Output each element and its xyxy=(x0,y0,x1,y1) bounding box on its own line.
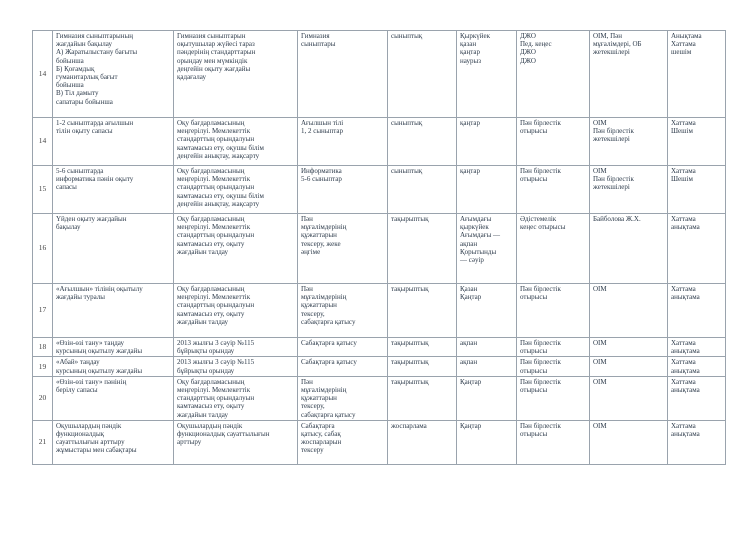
table-cell xyxy=(388,420,457,464)
cell-text: Қаңтар xyxy=(460,421,482,430)
table-cell xyxy=(53,420,174,464)
cell-text: Оқушылардың пәндік функционалдық сауаттылығын арттыру жұмыстары мен сабақтары xyxy=(56,421,137,455)
cell-text: Хаттама анықтама xyxy=(671,377,700,395)
table-cell xyxy=(388,118,457,166)
table-row xyxy=(33,284,726,338)
table-row xyxy=(33,376,726,420)
cell-text: ОІМ xyxy=(593,285,607,293)
table-cell xyxy=(590,214,668,284)
table-cell xyxy=(517,357,590,376)
cell-text: 5-6 сыныптарда информатика пәнін оқыту сапасы xyxy=(56,167,134,192)
cell-text: Оқу бағдарламасының меңгерілуі. Мемлекеттік стандарттың орындалуын камтамасыз ету, оқушы білім деңгейін анықтау, жақсарту xyxy=(177,119,264,160)
table-cell xyxy=(517,166,590,214)
table-cell xyxy=(668,166,726,214)
cell-text: сыныптық xyxy=(391,119,423,127)
cell-text: Оқу бағдарламасының меңгерілуі. Мемлекеттік стандарттың орындалуын камтамасыз ету, оқыту жағдайын талдау xyxy=(177,377,255,419)
cell-text: Хаттама анықтама xyxy=(671,285,700,302)
table-cell xyxy=(174,166,298,214)
cell-text: Оқу бағдарламасының меңгерілуі. Мемлекеттік стандарттың орындалуын камтамасыз ету, оқыту жағдайын талдау xyxy=(177,215,255,256)
table-cell xyxy=(668,284,726,338)
cell-text: ақпан xyxy=(460,358,478,367)
table-cell xyxy=(517,284,590,338)
table-cell xyxy=(174,118,298,166)
cell-text: «Өзін-өзі тану» таңдау курсының оқытылу жағдайы xyxy=(56,339,143,356)
cell-text: Қыркүйек қазан қаңтар наурыз xyxy=(460,32,491,65)
table-cell xyxy=(590,338,668,357)
table-cell xyxy=(53,31,174,118)
cell-text: Анықтама Хаттама шешім xyxy=(671,32,702,57)
cell-text: қаңтар xyxy=(460,167,481,175)
table-cell xyxy=(457,420,517,464)
cell-text: «Абай» таңдау курсының оқытылу жағдайы xyxy=(56,358,143,375)
cell-text: ОІМ xyxy=(593,339,607,347)
table-cell xyxy=(457,166,517,214)
cell-text: Оқу бағдарламасының меңгерілуі. Мемлекеттік стандарттың орындалуын камтамасыз ету, оқыту жағдайын талдау xyxy=(177,285,255,326)
cell-text: қаңтар xyxy=(460,119,481,127)
table-cell xyxy=(174,214,298,284)
table-cell xyxy=(668,31,726,118)
table-cell xyxy=(388,338,457,357)
cell-text: Пән бірлестік отырысы xyxy=(520,339,561,356)
control-plan-table xyxy=(32,30,726,465)
cell-text: тақырыптық xyxy=(391,215,429,223)
cell-text: жоспарлама xyxy=(391,421,427,430)
cell-text: Гимназия сыныптарының жағдайын бақылау А) Жаратылыстану бағыты бойынша Б) Қоғамдық гуманитарлық бағыт бойынша В) Тіл дамыту сапатары бойынша xyxy=(56,32,138,106)
table-cell xyxy=(388,357,457,376)
table-cell xyxy=(298,118,388,166)
table-cell xyxy=(517,31,590,118)
table-cell xyxy=(590,376,668,420)
table-cell xyxy=(668,338,726,357)
table-cell xyxy=(457,214,517,284)
cell-text: 2013 жылғы 3 сәуір №115 бұйрықты орындау xyxy=(177,358,255,375)
cell-text: Пән бірлестік отырысы xyxy=(520,285,561,302)
cell-text: Қазан Қаңтар xyxy=(460,285,482,302)
row-number-cell xyxy=(33,214,53,284)
table-cell xyxy=(517,214,590,284)
table-row xyxy=(33,166,726,214)
table-cell xyxy=(590,284,668,338)
table-cell xyxy=(517,118,590,166)
table-cell xyxy=(53,357,174,376)
cell-text: 1-2 сыныптарда ағылшын тілін оқыту сапасы xyxy=(56,119,134,136)
cell-text: Әдістемелік кеңес отырысы xyxy=(520,215,566,232)
table-cell xyxy=(53,166,174,214)
table-cell xyxy=(298,31,388,118)
cell-text: «Ағылшын» тілінің оқытылу жағдайы туралы xyxy=(56,285,143,302)
cell-text: Оқушылардың пәндік функционалдық сауаттылығын арттыру xyxy=(177,421,270,447)
table-cell xyxy=(174,284,298,338)
table-cell xyxy=(388,166,457,214)
row-number-cell xyxy=(33,166,53,214)
table-row xyxy=(33,118,726,166)
table-cell xyxy=(53,284,174,338)
row-number-cell xyxy=(33,118,53,166)
row-number: 16 xyxy=(38,243,47,253)
cell-text: Хаттама Шешім xyxy=(671,119,696,136)
cell-text: Пән бірлестік отырысы xyxy=(520,119,561,136)
cell-text: Хаттама анықтама xyxy=(671,215,700,232)
cell-text: Пән бірлестік отырысы xyxy=(520,358,561,375)
table-cell xyxy=(388,284,457,338)
table-cell xyxy=(457,118,517,166)
cell-text: Оқу бағдарламасының меңгерілуі. Мемлекеттік стандарттың орындалуын камтамасыз ету, оқушы білім деңгейін анықтау, жақсарту xyxy=(177,167,264,208)
cell-text: ОІМ xyxy=(593,421,607,430)
table-cell xyxy=(457,338,517,357)
table-cell xyxy=(590,420,668,464)
table-cell xyxy=(174,338,298,357)
table-cell xyxy=(457,357,517,376)
table-cell xyxy=(668,357,726,376)
cell-text: Пән бірлестік отырысы xyxy=(520,421,561,439)
cell-text: тақырыптық xyxy=(391,339,429,347)
row-number: 21 xyxy=(38,437,47,447)
cell-text: «Өзін-өзі тану» пәнінің берілу сапасы xyxy=(56,377,127,395)
row-number-cell xyxy=(33,31,53,118)
row-number: 18 xyxy=(38,342,47,352)
table-cell xyxy=(668,420,726,464)
table-cell xyxy=(388,376,457,420)
cell-text: Хаттама анықтама xyxy=(671,358,700,375)
cell-text: ДЖО Пед. кеңес ДЖО ДЖО xyxy=(520,32,552,65)
table-cell xyxy=(174,357,298,376)
table-cell xyxy=(590,118,668,166)
table-cell xyxy=(668,214,726,284)
cell-text: Пән бірлестік отырысы xyxy=(520,167,561,184)
cell-text: Байболова Ж.Х. xyxy=(593,215,641,223)
cell-text: Информатика 5-6 сыныптар xyxy=(301,167,342,184)
table-row xyxy=(33,338,726,357)
cell-text: тақырыптық xyxy=(391,377,429,386)
table-row xyxy=(33,420,726,464)
table-cell xyxy=(174,376,298,420)
table-cell xyxy=(590,357,668,376)
cell-text: сыныптық xyxy=(391,32,423,40)
table-cell xyxy=(517,420,590,464)
cell-text: ОІМ, Пән мұғалімдері, ОБ жетекшілері xyxy=(593,32,642,57)
table-cell xyxy=(388,31,457,118)
cell-text: 2013 жылғы 3 сәуір №115 бұйрықты орындау xyxy=(177,339,255,356)
table-row xyxy=(33,357,726,376)
table-cell xyxy=(53,214,174,284)
table-cell xyxy=(457,284,517,338)
cell-text: ОІМ Пән бірлестік жетекшілері xyxy=(593,167,634,192)
cell-text: Пән мұғалімдерінің құжаттарын тексеру, жеке әңгіме xyxy=(301,215,347,256)
cell-text: Пән мұғалімдерінің құжаттарын тексеру, сабақтарға қатысу xyxy=(301,285,356,326)
table-cell xyxy=(53,118,174,166)
row-number-cell xyxy=(33,420,53,464)
row-number-cell xyxy=(33,376,53,420)
cell-text: ОІМ Пән бірлестік жетекшілері xyxy=(593,119,634,144)
table-cell xyxy=(457,31,517,118)
table-cell xyxy=(298,338,388,357)
cell-text: Пән мұғалімдерінің құжаттарын тексеру, сабақтарға қатысу xyxy=(301,377,356,419)
cell-text: Ағымдағы қыркүйек Ағымдағы — ақпан Қорытынды — сәуір xyxy=(460,215,501,265)
table-cell xyxy=(388,214,457,284)
table-cell xyxy=(590,166,668,214)
cell-text: Гимназия сыныптарын оқытушылар жүйесі тараз пәндерінің стандарттарын орындау мен мүмкіндік деңгейін оқыту жағдайы қадағалау xyxy=(177,32,256,82)
table-cell xyxy=(174,420,298,464)
table-row xyxy=(33,214,726,284)
cell-text: ОІМ xyxy=(593,358,607,367)
table-cell xyxy=(298,214,388,284)
table-body xyxy=(33,31,726,465)
table-cell xyxy=(298,376,388,420)
table-cell xyxy=(298,166,388,214)
row-number: 15 xyxy=(38,184,47,194)
cell-text: сыныптық xyxy=(391,167,423,175)
cell-text: Хаттама анықтама xyxy=(671,421,700,439)
cell-text: ОІМ xyxy=(593,377,607,386)
row-number-cell xyxy=(33,338,53,357)
cell-text: Гимназия сыныптары xyxy=(301,32,336,49)
row-number: 19 xyxy=(38,361,47,371)
row-number: 20 xyxy=(38,393,47,403)
cell-text: тақырыптық xyxy=(391,285,429,293)
table-cell xyxy=(53,338,174,357)
cell-text: тақырыптық xyxy=(391,358,429,367)
cell-text: Сабақтарға қатысу xyxy=(301,358,357,367)
cell-text: Сабақтарға қатысу, сабақ жоспарларын тексеру xyxy=(301,421,342,455)
table-cell xyxy=(457,376,517,420)
table-cell xyxy=(517,338,590,357)
row-number-cell xyxy=(33,284,53,338)
table-cell xyxy=(668,118,726,166)
cell-text: Қаңтар xyxy=(460,377,482,386)
table-cell xyxy=(517,376,590,420)
row-number: 14 xyxy=(38,68,47,78)
row-number: 14 xyxy=(38,136,47,146)
table-cell xyxy=(298,284,388,338)
cell-text: Ағылшын тілі 1, 2 сыныптар xyxy=(301,119,344,136)
table-cell xyxy=(53,376,174,420)
table-row xyxy=(33,31,726,118)
cell-text: Пән бірлестік отырысы xyxy=(520,377,561,395)
cell-text: Сабақтарға қатысу xyxy=(301,339,357,347)
cell-text: ақпан xyxy=(460,339,478,347)
table-cell xyxy=(174,31,298,118)
cell-text: Үйден оқыту жағдайын бақылау xyxy=(56,215,127,232)
cell-text: Хаттама Шешім xyxy=(671,167,696,184)
row-number: 17 xyxy=(38,305,47,315)
table-cell xyxy=(668,376,726,420)
table-cell xyxy=(298,420,388,464)
table-cell xyxy=(298,357,388,376)
cell-text: Хаттама анықтама xyxy=(671,339,700,356)
row-number-cell xyxy=(33,357,53,376)
table-cell xyxy=(590,31,668,118)
